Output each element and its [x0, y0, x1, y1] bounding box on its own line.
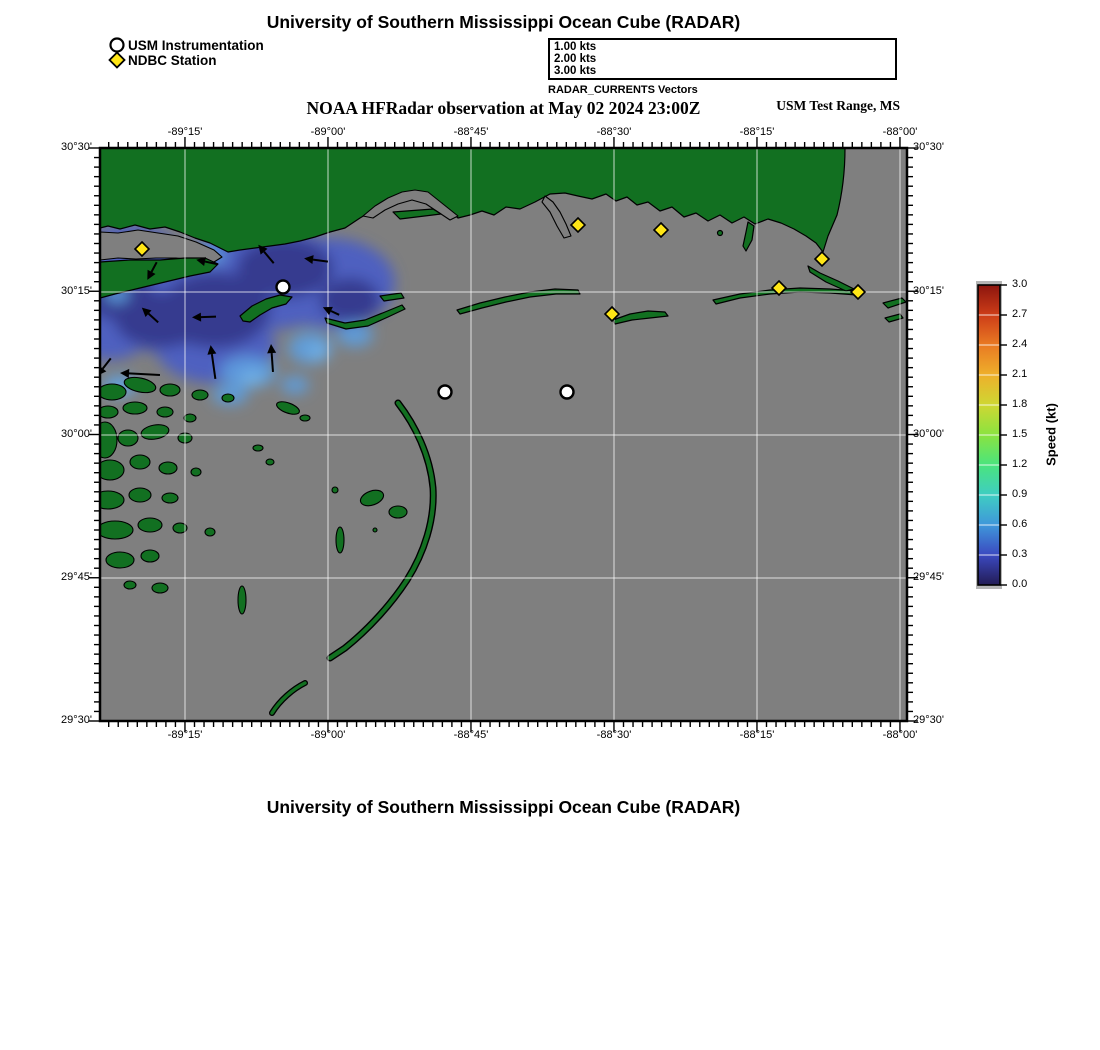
- usm-instrumentation-icon: [111, 39, 124, 52]
- colorbar-tick-label: 1.8: [1012, 398, 1028, 410]
- page-title: University of Southern Mississippi Ocean Cube (RADAR): [266, 12, 741, 32]
- colorbar-tick-label: 0.9: [1012, 488, 1028, 500]
- lat-tick-label-left: 30°15': [61, 285, 92, 297]
- lat-tick-label-right: 30°15': [913, 285, 944, 297]
- lat-tick-label-left: 30°00': [61, 428, 92, 440]
- round-island: [718, 231, 723, 236]
- lon-tick-label-bottom: -88°30': [596, 729, 632, 741]
- vector-scale-box: [548, 38, 897, 80]
- colorbar-tick-label: 0.0: [1012, 578, 1028, 590]
- colorbar-tick-label: 2.4: [1012, 338, 1028, 350]
- lon-tick-label-top: -88°00': [882, 126, 918, 138]
- lon-tick-label-top: -88°45': [453, 126, 489, 138]
- vector-scale-row-3: 3.00 kts: [554, 65, 597, 77]
- lat-tick-label-left: 29°45': [61, 571, 92, 583]
- lon-tick-label-bottom: -88°45': [453, 729, 489, 741]
- lat-tick-label-right: 29°45': [913, 571, 944, 583]
- lat-tick-label-left: 29°30': [61, 714, 92, 726]
- test-range-label: USM Test Range, MS: [776, 98, 900, 113]
- lat-tick-label-right: 30°00': [913, 428, 944, 440]
- lat-tick-label-left: 30°30': [61, 141, 92, 153]
- usm-instrumentation-marker: [277, 281, 290, 294]
- lon-tick-label-top: -88°15': [739, 126, 775, 138]
- legend-ndbc-label: NDBC Station: [128, 53, 217, 68]
- lon-tick-label-bottom: -88°15': [739, 729, 775, 741]
- lat-tick-label-right: 29°30': [913, 714, 944, 726]
- lon-tick-label-top: -88°30': [596, 126, 632, 138]
- colorbar-tick-label: 3.0: [1012, 278, 1028, 290]
- colorbar: [976, 281, 1007, 589]
- colorbar-tick-label: 2.7: [1012, 308, 1028, 320]
- colorbar-title: Speed (kt): [1043, 403, 1059, 466]
- ndbc-station-icon: [110, 53, 125, 68]
- lon-tick-label-bottom: -88°00': [882, 729, 918, 741]
- map-area: [70, 148, 907, 721]
- colorbar-tick-label: 2.1: [1012, 368, 1028, 380]
- lon-tick-label-bottom: -89°00': [310, 729, 346, 741]
- colorbar-tick-label: 1.2: [1012, 458, 1028, 470]
- legend-usm-label: USM Instrumentation: [128, 38, 264, 53]
- vector-scale-row-2: 2.00 kts: [554, 53, 597, 65]
- lon-tick-label-bottom: -89°15': [167, 729, 203, 741]
- usm-instrumentation-marker: [561, 386, 574, 399]
- colorbar-tick-label: 0.6: [1012, 518, 1028, 530]
- lon-tick-label-top: -89°00': [310, 126, 346, 138]
- lat-tick-label-right: 30°30': [913, 141, 944, 153]
- colorbar-tick-label: 0.3: [1012, 548, 1028, 560]
- lon-tick-label-top: -89°15': [167, 126, 203, 138]
- colorbar-tick-label: 1.5: [1012, 428, 1028, 440]
- vector-scale-caption: RADAR_CURRENTS Vectors: [548, 84, 698, 96]
- bottom-title: University of Southern Mississippi Ocean Cube (RADAR): [266, 797, 741, 817]
- usm-instrumentation-marker: [439, 386, 452, 399]
- observation-subtitle: NOAA HFRadar observation at May 02 2024 23:00Z: [306, 98, 701, 118]
- vector-scale-row-1: 1.00 kts: [554, 41, 597, 53]
